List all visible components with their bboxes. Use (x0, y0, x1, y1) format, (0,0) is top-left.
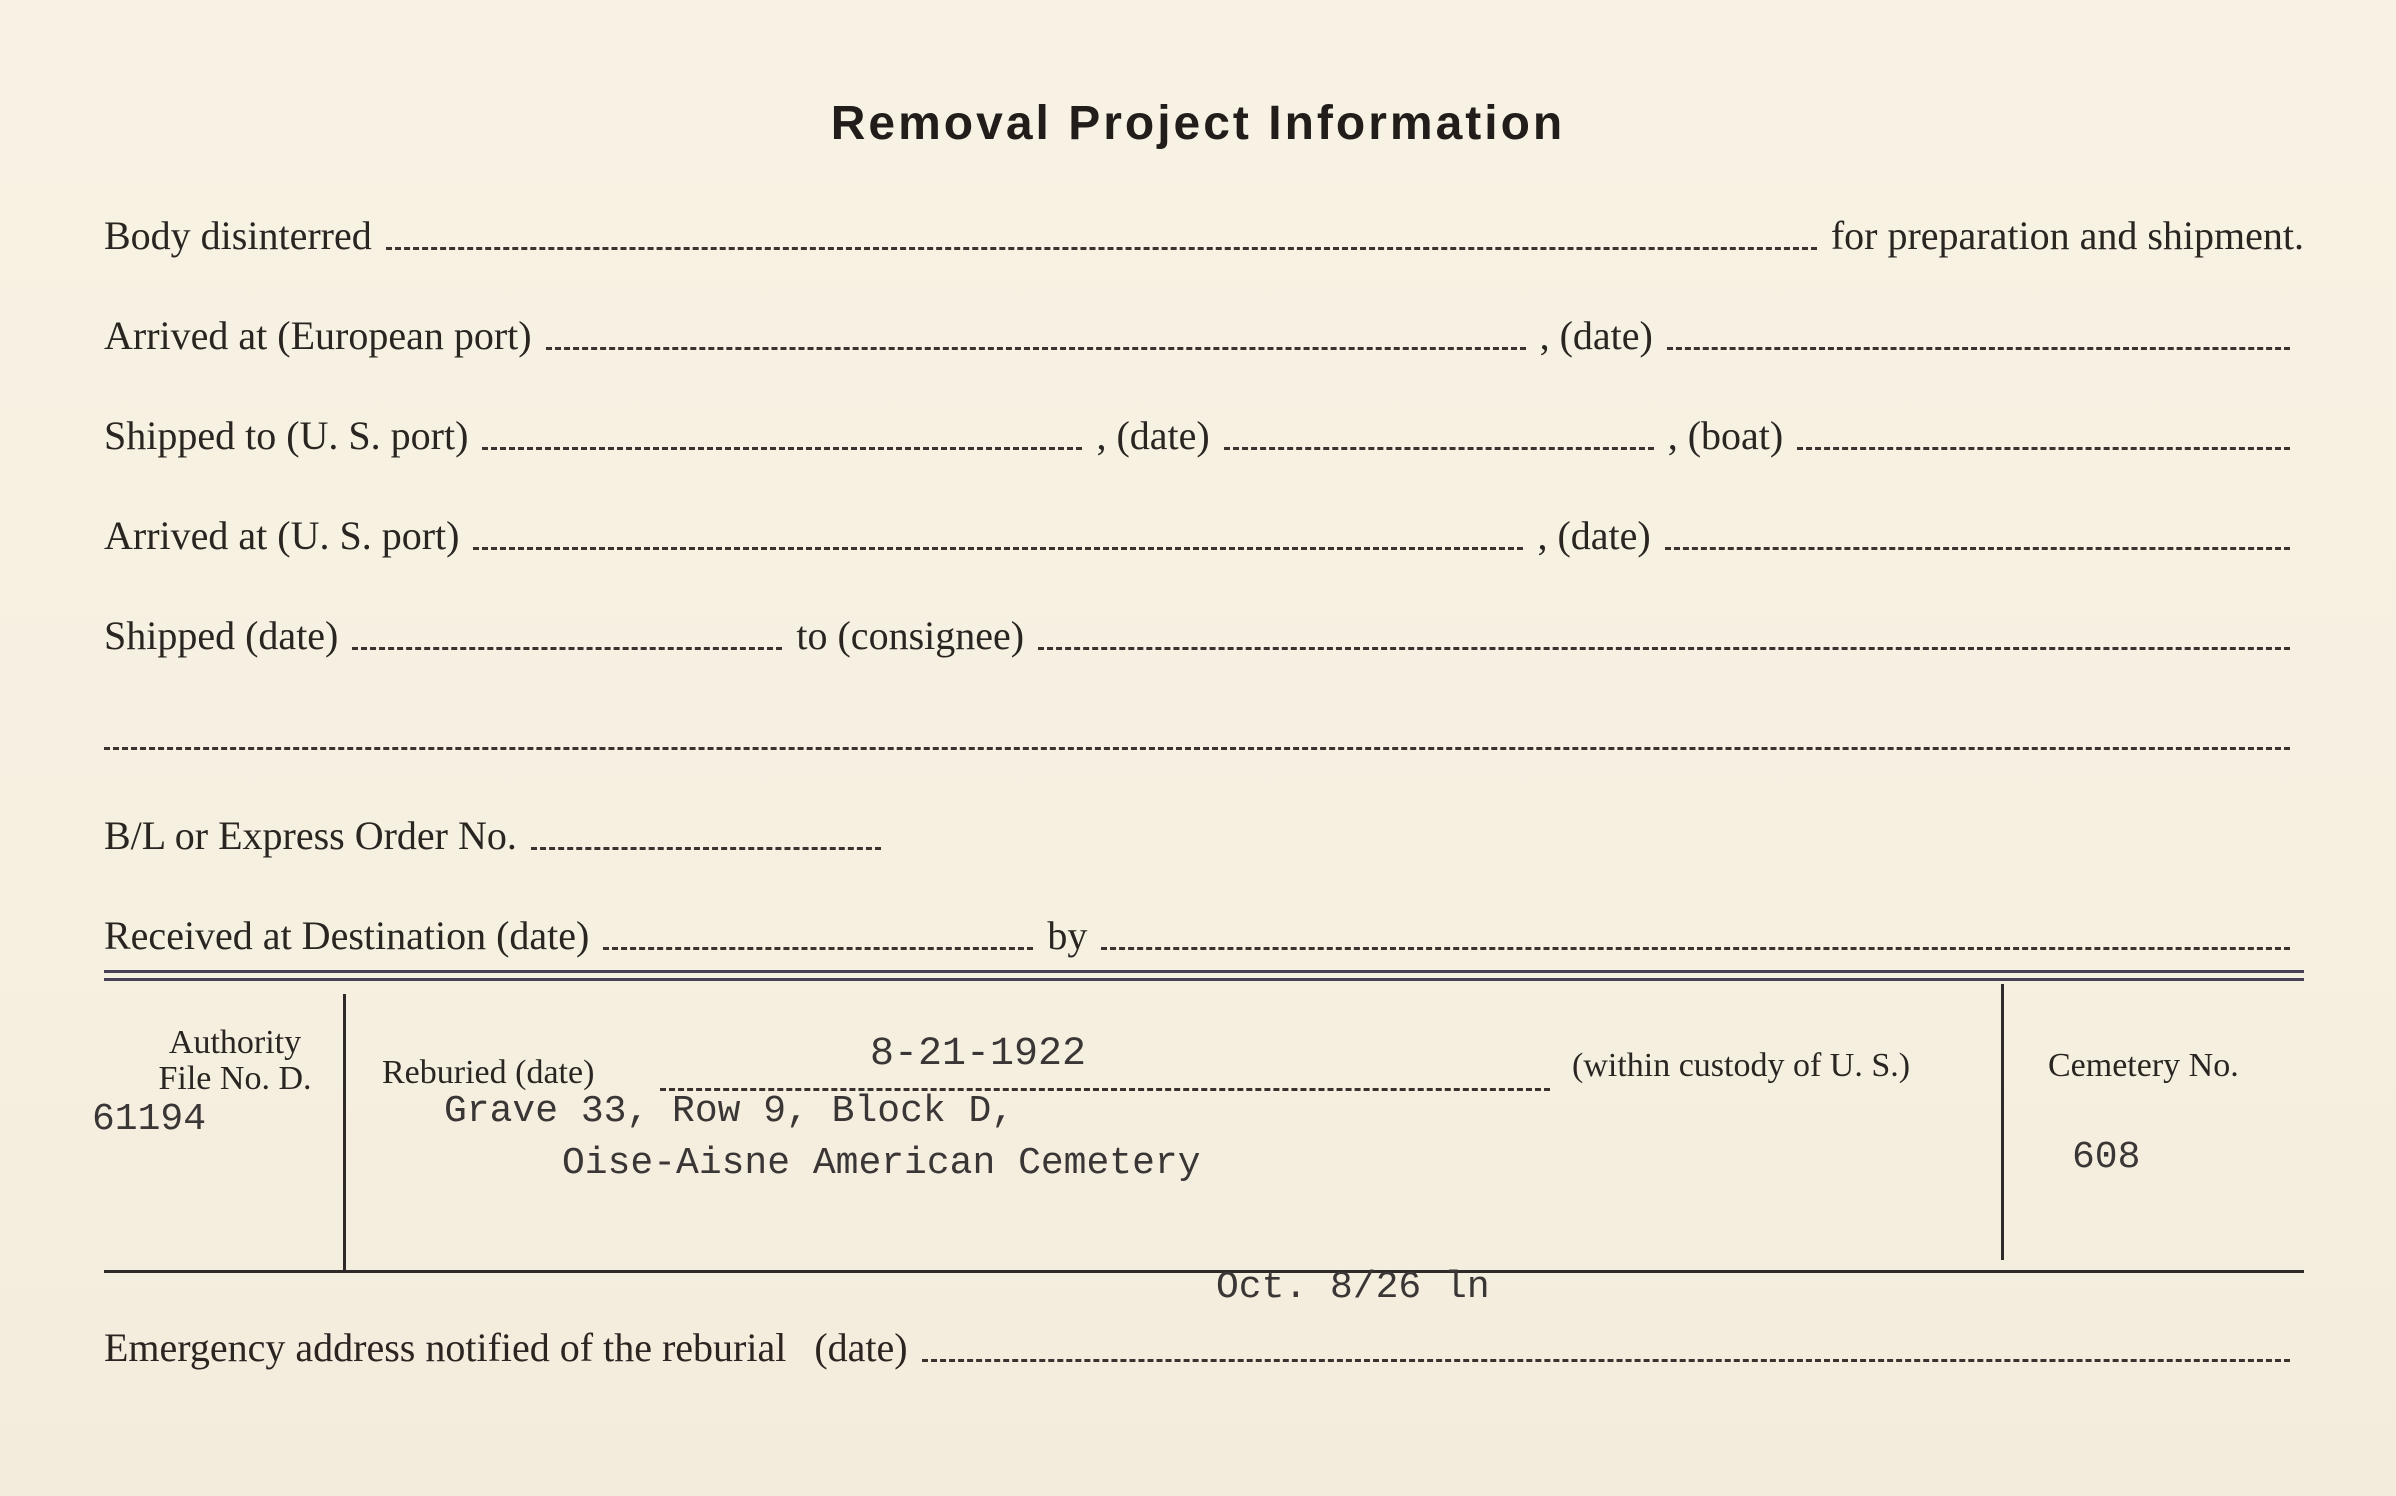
card-title: Removal Project Information (830, 97, 1566, 150)
label-emergency-address: Emergency address notified of the reburial (104, 1325, 787, 1370)
cemetery-no-value: 608 (2072, 1136, 2141, 1179)
field-us-arrival-date[interactable] (1665, 547, 2290, 550)
row-shipped-us-port (104, 400, 2304, 460)
label-shipped-date: Shipped (date) (104, 613, 339, 658)
field-boat[interactable] (1797, 447, 2290, 450)
reburied-label: Reburied (date) (382, 1054, 595, 1091)
cemetery-name: Oise-Aisne American Cemetery (562, 1142, 1201, 1185)
field-arrival-date[interactable] (1667, 347, 2290, 350)
row-shipped-consignee (104, 600, 2304, 660)
label-received-at-destination: Received at Destination (date) (104, 913, 590, 958)
label-date: , (date) (1096, 413, 1210, 458)
field-european-port[interactable] (546, 347, 1526, 350)
row-body-disinterred (104, 200, 2304, 260)
label-body-disinterred: Body disinterred (104, 213, 372, 258)
field-us-port[interactable] (482, 447, 1082, 450)
field-consignee[interactable] (1038, 647, 2290, 650)
box-top-rule-double (104, 978, 2304, 981)
row-arrived-us-port (104, 500, 2304, 560)
box-divider-right (2001, 984, 2004, 1260)
row-received-destination (104, 900, 2304, 960)
reburied-date-value: 8-21-1922 (870, 1032, 1087, 1077)
grave-location: Grave 33, Row 9, Block D, (444, 1090, 1015, 1133)
label-for-preparation: for preparation and shipment. (1830, 213, 2304, 258)
custody-label: (within custody of U. S.) (1572, 1047, 1911, 1084)
field-received-date[interactable] (603, 947, 1033, 950)
box-bottom-rule (104, 1270, 2304, 1273)
label-shipped-to-us-port: Shipped to (U. S. port) (104, 413, 469, 458)
label-to-consignee: to (consignee) (796, 613, 1025, 658)
authority-label (140, 1025, 330, 1096)
field-bl-express-order[interactable] (531, 847, 881, 850)
field-ship-date[interactable] (1224, 447, 1654, 450)
field-shipped-date[interactable] (352, 647, 782, 650)
field-body-disinterred[interactable] (386, 247, 1817, 250)
authority-label-line1: Authority (168, 1024, 302, 1061)
label-emergency-date: (date) (814, 1325, 908, 1370)
row-emergency (104, 1312, 2304, 1372)
label-boat: , (boat) (1667, 413, 1784, 458)
box-divider-left (343, 994, 346, 1270)
field-emergency-date[interactable] (922, 1359, 2290, 1362)
row-bl-order (104, 800, 2304, 860)
row-consignee-continued (104, 700, 2304, 760)
label-by: by (1047, 913, 1088, 958)
label-bl-express-order: B/L or Express Order No. (104, 813, 517, 858)
label-date: , (date) (1539, 313, 1653, 358)
cemetery-no-label: Cemetery No. (2048, 1047, 2239, 1084)
label-arrived-us-port: Arrived at (U. S. port) (104, 513, 460, 558)
field-received-by[interactable] (1101, 947, 2290, 950)
authority-file-number: 61194 (92, 1098, 207, 1141)
authority-label-line2: File No. D. (158, 1059, 312, 1097)
box-top-rule (104, 970, 2304, 973)
label-date: , (date) (1537, 513, 1651, 558)
label-arrived-european-port: Arrived at (European port) (104, 313, 532, 358)
emergency-typed-note: Oct. 8/26 ln (1216, 1266, 1490, 1309)
row-arrived-european (104, 300, 2304, 360)
field-consignee-continued[interactable] (104, 747, 2290, 750)
field-arrived-us-port[interactable] (473, 547, 1523, 550)
